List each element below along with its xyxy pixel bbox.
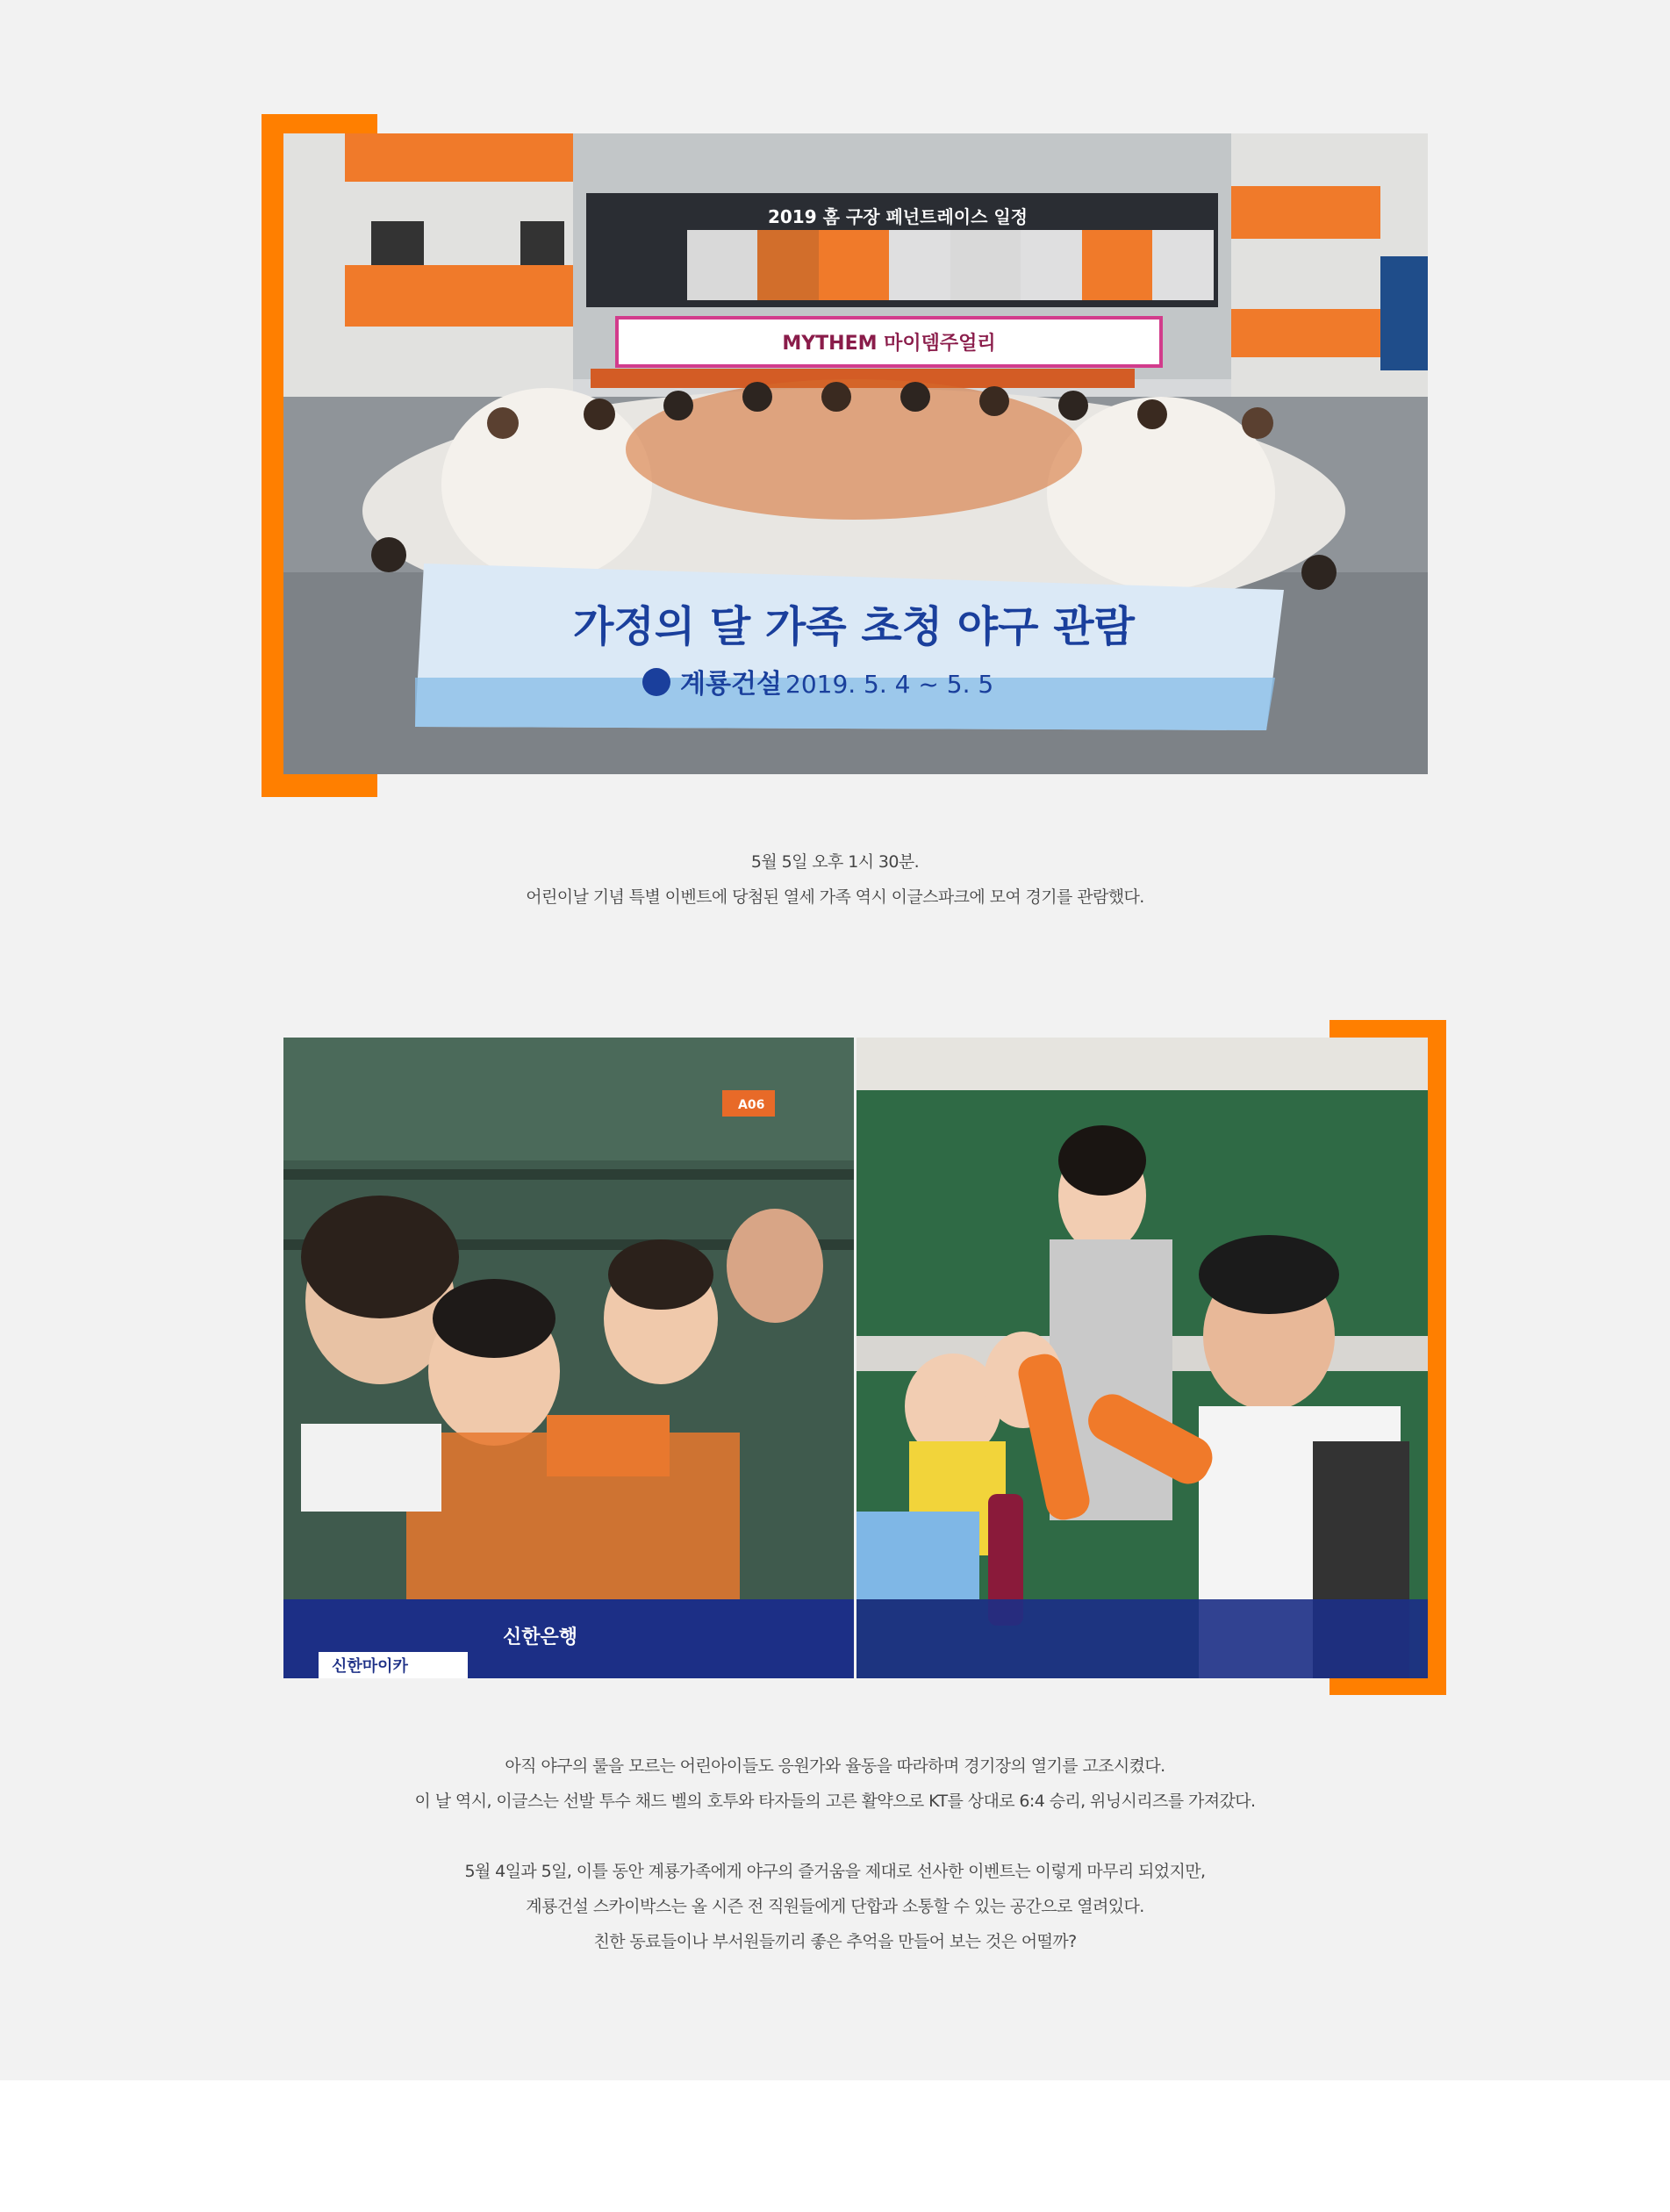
- group-photo: [283, 133, 1428, 774]
- caption-2-spacer: [0, 1819, 1670, 1854]
- schedule-board-title: 2019 홈 구장 페넌트레이스 일정: [767, 206, 1029, 227]
- caption-1-line-2: 어린이날 기념 특별 이벤트에 당첨된 열세 가족 역시 이글스파크에 모여 경기를 관람했다.: [526, 887, 1144, 907]
- banner-dates: 2019. 5. 4 ~ 5. 5: [785, 670, 994, 699]
- banner-company: 계룡건설: [680, 669, 782, 700]
- caption-1: [0, 844, 1670, 915]
- section-sign: A06: [738, 1098, 765, 1112]
- caption-2-line-5: 친한 동료들이나 부서원들끼리 좋은 추억을 만들어 보는 것은 어떨까?: [593, 1932, 1077, 1951]
- ad-board: [617, 318, 1161, 366]
- caption-2-line-1: 아직 야구의 룰을 모르는 어린아이들도 응원가와 율동을 따라하며 경기장의 열기를 고조시켰다.: [505, 1756, 1165, 1776]
- event-banner: [415, 564, 1284, 730]
- stand-photo-right: [857, 1038, 1428, 1678]
- schedule-board: [586, 193, 1218, 307]
- sponsor-bank: 신한은행: [503, 1627, 578, 1648]
- caption-2: [0, 1749, 1670, 1959]
- caption-2-line-4: 계룡건설 스카이박스는 올 시즌 전 직원들에게 단합과 소통할 수 있는 공간으로 열려있다.: [526, 1897, 1144, 1916]
- banner-title: 가정의 달 가족 초청 야구 관람: [573, 602, 1135, 651]
- caption-2-line-3: 5월 4일과 5일, 이틀 동안 계룡가족에게 야구의 즐거움을 제대로 선사한 이벤트는 이렇게 마무리 되었지만,: [464, 1862, 1206, 1881]
- caption-2-line-2: 이 날 역시, 이글스는 선발 투수 채드 벨의 호투와 타자들의 고른 활약으로 KT를 상대로 6:4 승리, 위닝시리즈를 가져갔다.: [414, 1792, 1256, 1811]
- ad-board-text: MYTHEM 마이뎀주얼리: [782, 333, 996, 355]
- sponsor-site: 신한마이카: [332, 1657, 408, 1676]
- stand-photo-left: [283, 1038, 854, 1678]
- caption-1-line-1: 5월 5일 오후 1시 30분.: [750, 852, 920, 872]
